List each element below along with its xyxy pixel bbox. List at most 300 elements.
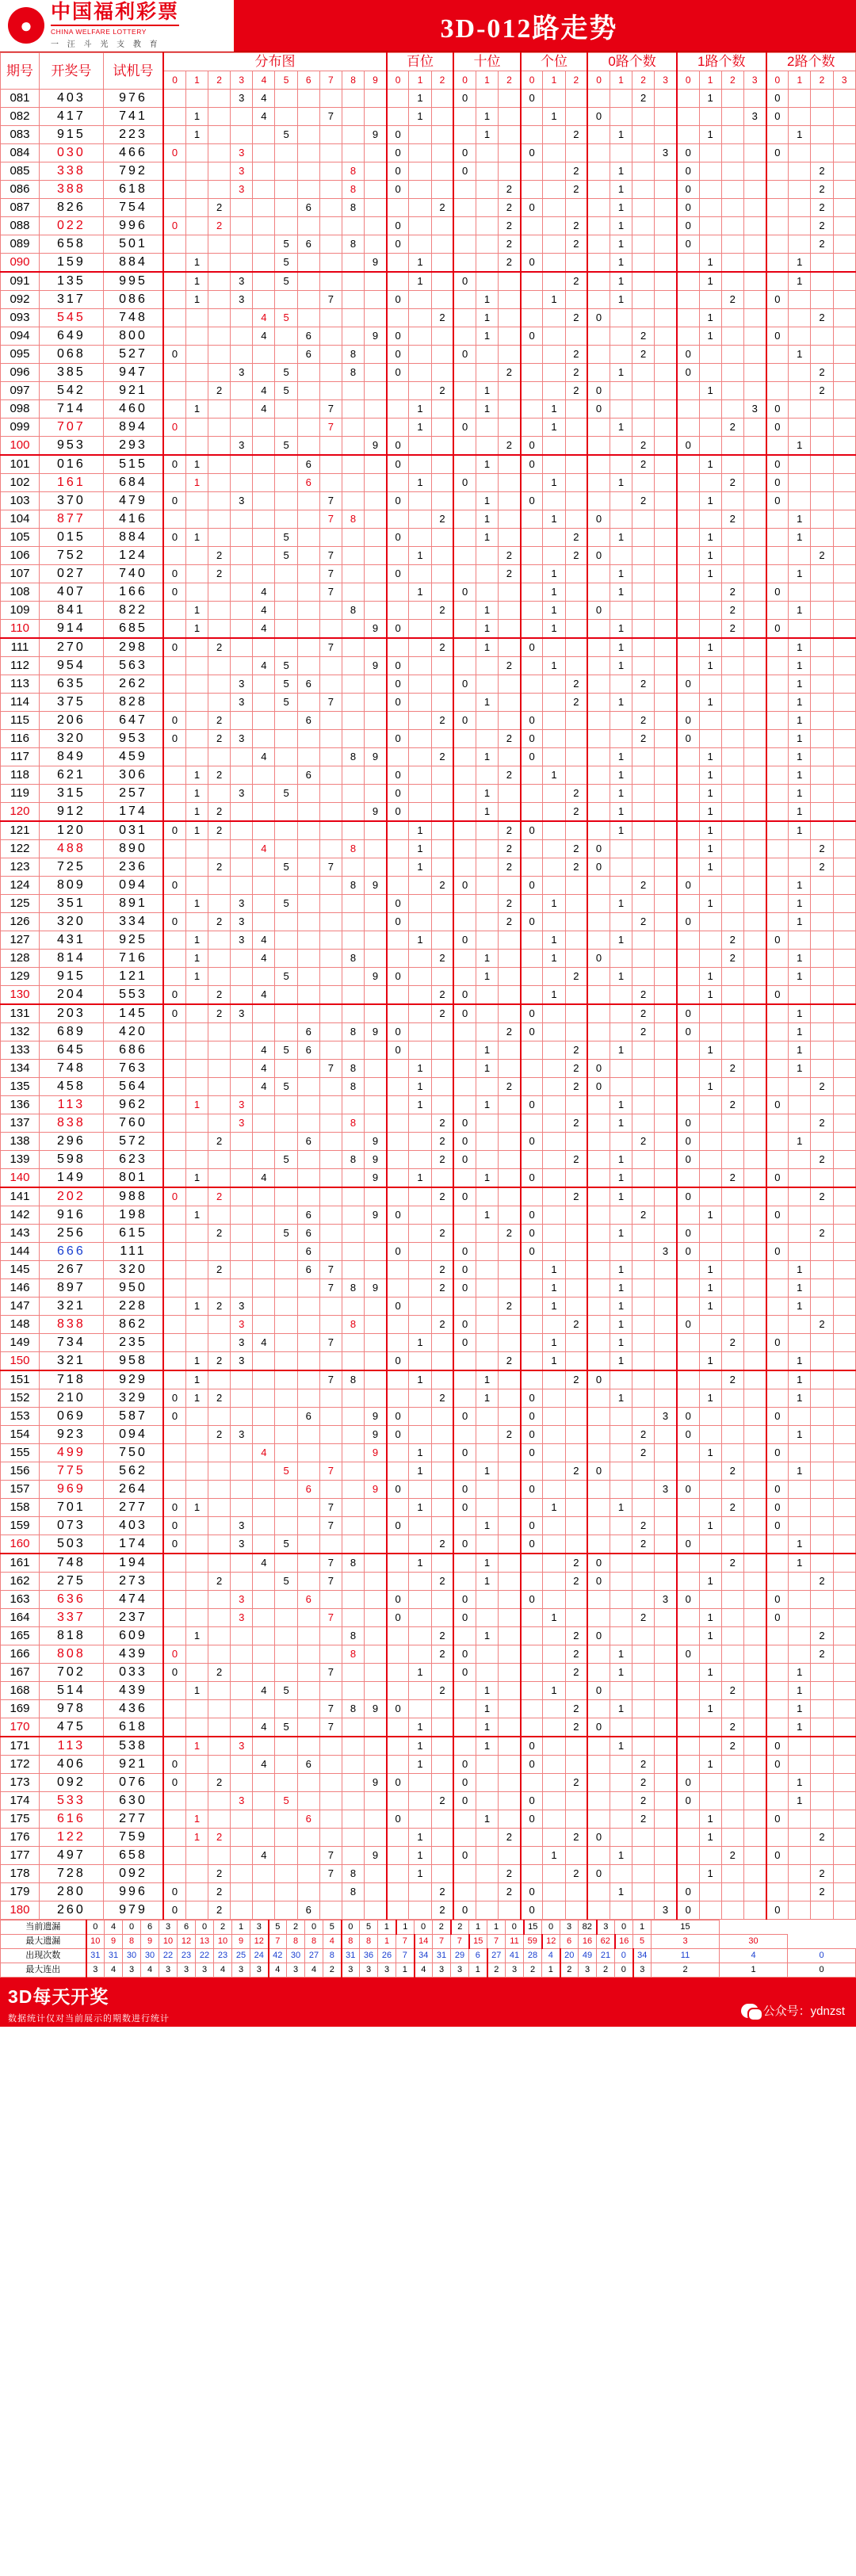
- cell-bai: [431, 730, 453, 748]
- cell-dist: [208, 1737, 231, 1756]
- cell-award-number: 203: [39, 1004, 103, 1023]
- cell-dist: [253, 1829, 275, 1847]
- cell-road0: [610, 1462, 632, 1481]
- cell-road1: [699, 1243, 721, 1261]
- cell-dist: [297, 638, 319, 657]
- stats-cell: 3: [451, 1963, 469, 1978]
- cell-dist: [342, 620, 364, 639]
- cell-test-number: 685: [103, 620, 163, 639]
- cell-road2: [789, 1517, 811, 1535]
- subheader-digit: 2: [499, 71, 521, 90]
- cell-road2: [811, 1847, 833, 1865]
- cell-dist: [231, 199, 253, 217]
- cell-dist: [231, 1756, 253, 1774]
- cell-award-number: 969: [39, 1481, 103, 1499]
- cell-ge: [565, 748, 587, 766]
- cell-shi: [476, 1151, 498, 1169]
- cell-road0: 1: [610, 931, 632, 950]
- cell-dist: [163, 1682, 185, 1700]
- cell-road2: [766, 1078, 789, 1096]
- subheader-digit: 1: [543, 71, 565, 90]
- cell-road1: 1: [699, 1298, 721, 1316]
- cell-shi: 1: [476, 400, 498, 419]
- stats-cell: 7: [451, 1935, 469, 1949]
- cell-dist: 7: [319, 108, 342, 126]
- cell-road2: 2: [811, 547, 833, 565]
- cell-ge: [543, 1096, 565, 1114]
- cell-dist: [275, 1756, 297, 1774]
- cell-road1: [721, 712, 743, 730]
- cell-road1: [699, 1591, 721, 1609]
- cell-dist: [208, 748, 231, 766]
- cell-ge: 2: [565, 547, 587, 565]
- cell-road2: [789, 1865, 811, 1883]
- cell-dist: 5: [275, 1682, 297, 1700]
- cell-ge: 1: [543, 986, 565, 1005]
- cell-dist: 3: [231, 1591, 253, 1609]
- cell-ge: [565, 254, 587, 273]
- cell-bai: [409, 1389, 431, 1408]
- footer-note: 数据统计仅对当前展示的期数进行统计: [8, 2014, 170, 2024]
- table-row: [1, 694, 856, 712]
- cell-road0: [632, 565, 655, 583]
- cell-road1: [743, 1792, 766, 1810]
- stats-row-label: 最大连出: [1, 1963, 86, 1978]
- cell-award-number: 616: [39, 1810, 103, 1829]
- stats-cell: 5: [269, 1921, 287, 1935]
- cell-dist: [185, 181, 208, 199]
- cell-road2: [833, 1316, 855, 1334]
- cell-road1: 0: [677, 217, 699, 235]
- stats-cell: 26: [378, 1949, 396, 1963]
- cell-road0: [632, 1682, 655, 1700]
- cell-road1: [743, 1151, 766, 1169]
- cell-dist: 5: [275, 1535, 297, 1554]
- cell-dist: 6: [297, 766, 319, 785]
- cell-ge: 2: [565, 840, 587, 858]
- cell-road2: 2: [811, 1151, 833, 1169]
- table-body: [1, 90, 856, 1920]
- cell-dist: [208, 1060, 231, 1078]
- cell-dist: 7: [319, 1847, 342, 1865]
- cell-dist: [163, 1481, 185, 1499]
- cell-road1: [743, 419, 766, 437]
- cell-road0: [655, 1316, 677, 1334]
- cell-dist: 6: [297, 1023, 319, 1041]
- cell-dist: [297, 90, 319, 108]
- cell-dist: 4: [253, 583, 275, 602]
- cell-dist: [185, 1554, 208, 1573]
- cell-road1: [721, 126, 743, 144]
- cell-bai: 1: [409, 931, 431, 950]
- cell-dist: [231, 1462, 253, 1481]
- table-row: [1, 254, 856, 273]
- cell-dist: 9: [365, 877, 387, 895]
- cell-dist: [253, 1609, 275, 1627]
- cell-dist: [275, 1334, 297, 1352]
- cell-road2: [789, 1847, 811, 1865]
- cell-road0: [610, 90, 632, 108]
- cell-ge: 2: [565, 1573, 587, 1591]
- cell-ge: [521, 547, 543, 565]
- cell-bai: 0: [387, 1774, 409, 1792]
- cell-road0: 1: [610, 1700, 632, 1718]
- cell-dist: [275, 108, 297, 126]
- cell-road0: [632, 1261, 655, 1279]
- cell-road2: [811, 950, 833, 968]
- cell-ge: [565, 1023, 587, 1041]
- cell-bai: [431, 108, 453, 126]
- cell-dist: 8: [342, 510, 364, 529]
- cell-bai: [409, 602, 431, 620]
- cell-dist: [163, 1316, 185, 1334]
- cell-bai: [431, 400, 453, 419]
- cell-dist: 7: [319, 1261, 342, 1279]
- cell-dist: [185, 1609, 208, 1627]
- cell-bai: 0: [387, 620, 409, 639]
- cell-dist: [342, 1535, 364, 1554]
- cell-dist: [231, 748, 253, 766]
- cell-road0: [632, 1389, 655, 1408]
- cell-award-number: 702: [39, 1664, 103, 1682]
- cell-bai: [387, 877, 409, 895]
- cell-test-number: 235: [103, 1334, 163, 1352]
- subheader-digit: 2: [632, 71, 655, 90]
- cell-dist: 3: [231, 1334, 253, 1352]
- cell-road1: [699, 620, 721, 639]
- cell-shi: [476, 766, 498, 785]
- cell-road2: [789, 235, 811, 254]
- cell-award-number: 775: [39, 1462, 103, 1481]
- cell-road1: [677, 968, 699, 986]
- cell-road1: [699, 1901, 721, 1920]
- cell-dist: [163, 931, 185, 950]
- cell-road0: [655, 602, 677, 620]
- cell-road1: [743, 1462, 766, 1481]
- cell-dist: [319, 162, 342, 181]
- cell-dist: [231, 1243, 253, 1261]
- cell-bai: [387, 1444, 409, 1462]
- cell-road1: [743, 346, 766, 364]
- cell-bai: 1: [409, 1865, 431, 1883]
- cell-shi: [476, 1426, 498, 1444]
- cell-test-number: 094: [103, 877, 163, 895]
- cell-road0: 1: [610, 272, 632, 291]
- cell-dist: [208, 840, 231, 858]
- cell-road2: 1: [789, 638, 811, 657]
- cell-dist: [365, 1370, 387, 1389]
- cell-road2: [811, 126, 833, 144]
- cell-dist: [163, 968, 185, 986]
- cell-dist: [319, 1023, 342, 1041]
- cell-bai: 1: [409, 1756, 431, 1774]
- cell-road0: [655, 1554, 677, 1573]
- cell-issue: 157: [1, 1481, 40, 1499]
- cell-road2: [833, 1883, 855, 1901]
- col-bai: 百位: [387, 53, 453, 71]
- cell-road0: [655, 986, 677, 1005]
- cell-dist: [275, 1444, 297, 1462]
- cell-dist: [342, 1847, 364, 1865]
- cell-bai: [431, 840, 453, 858]
- cell-road0: 3: [655, 1591, 677, 1609]
- stats-row: [1, 1949, 856, 1963]
- cell-road1: 2: [721, 1060, 743, 1078]
- cell-bai: 2: [431, 1133, 453, 1151]
- cell-road1: [699, 1370, 721, 1389]
- cell-dist: [342, 785, 364, 803]
- cell-shi: 2: [499, 1865, 521, 1883]
- cell-road2: [789, 291, 811, 309]
- cell-dist: [319, 1114, 342, 1133]
- cell-dist: [185, 235, 208, 254]
- cell-road1: [699, 199, 721, 217]
- cell-dist: [342, 565, 364, 583]
- cell-dist: [365, 272, 387, 291]
- cell-bai: 2: [431, 1792, 453, 1810]
- cell-dist: [253, 1774, 275, 1792]
- cell-dist: 4: [253, 400, 275, 419]
- cell-road0: [655, 1225, 677, 1243]
- cell-bai: [431, 254, 453, 273]
- stats-cell: 3: [250, 1963, 269, 1978]
- cell-bai: [431, 364, 453, 382]
- cell-dist: [365, 1718, 387, 1737]
- cell-dist: 7: [319, 1334, 342, 1352]
- cell-bai: [387, 474, 409, 492]
- cell-shi: [476, 1352, 498, 1371]
- cell-dist: [297, 858, 319, 877]
- table-row: [1, 90, 856, 108]
- cell-ge: [543, 1114, 565, 1133]
- stats-cell: 31: [105, 1949, 123, 1963]
- cell-road1: 1: [699, 90, 721, 108]
- cell-dist: [275, 1004, 297, 1023]
- cell-bai: 0: [387, 1243, 409, 1261]
- cell-bai: [431, 620, 453, 639]
- cell-road1: [699, 1169, 721, 1188]
- cell-road0: [632, 1847, 655, 1865]
- cell-road1: [743, 1169, 766, 1188]
- cell-road1: [677, 529, 699, 547]
- cell-road2: [833, 583, 855, 602]
- cell-road2: [833, 492, 855, 510]
- cell-award-number: 317: [39, 291, 103, 309]
- stats-table: [0, 1920, 856, 1978]
- cell-dist: [185, 162, 208, 181]
- cell-dist: 0: [163, 730, 185, 748]
- cell-dist: [163, 272, 185, 291]
- cell-ge: [565, 1901, 587, 1920]
- cell-dist: 2: [208, 547, 231, 565]
- table-row: [1, 1609, 856, 1627]
- cell-dist: [163, 235, 185, 254]
- cell-test-number: 947: [103, 364, 163, 382]
- cell-dist: [185, 1462, 208, 1481]
- stats-cell: 1: [378, 1921, 396, 1935]
- cell-road0: [655, 565, 677, 583]
- cell-road1: [743, 821, 766, 840]
- cell-dist: [297, 1609, 319, 1627]
- cell-road0: [655, 162, 677, 181]
- cell-shi: 2: [499, 565, 521, 583]
- stats-cell: 8: [287, 1935, 305, 1949]
- cell-award-number: 701: [39, 1499, 103, 1517]
- cell-road2: [833, 1645, 855, 1664]
- cell-road1: 0: [677, 235, 699, 254]
- cell-road2: 1: [789, 529, 811, 547]
- cell-issue: 100: [1, 437, 40, 456]
- cell-shi: [476, 199, 498, 217]
- stats-row-label: 出现次数: [1, 1949, 86, 1963]
- cell-bai: 2: [431, 382, 453, 400]
- cell-dist: [275, 1279, 297, 1298]
- stats-cell: 2: [597, 1963, 615, 1978]
- cell-shi: 0: [453, 1187, 476, 1206]
- cell-dist: 5: [275, 1792, 297, 1810]
- cell-dist: 5: [275, 694, 297, 712]
- cell-test-number: 564: [103, 1078, 163, 1096]
- cell-dist: [342, 547, 364, 565]
- cell-dist: 4: [253, 1060, 275, 1078]
- stats-cell: 7: [433, 1935, 451, 1949]
- cell-dist: [253, 638, 275, 657]
- cell-shi: [476, 1243, 498, 1261]
- cell-bai: 0: [387, 657, 409, 675]
- cell-road2: 2: [811, 1645, 833, 1664]
- table-row: [1, 858, 856, 877]
- cell-issue: 115: [1, 712, 40, 730]
- table-row: [1, 1535, 856, 1554]
- cell-shi: [499, 1554, 521, 1573]
- cell-shi: 2: [499, 858, 521, 877]
- cell-road0: [587, 748, 610, 766]
- cell-dist: [319, 309, 342, 327]
- cell-road2: [833, 1462, 855, 1481]
- cell-road2: [789, 1810, 811, 1829]
- cell-dist: [208, 162, 231, 181]
- cell-shi: [453, 254, 476, 273]
- cell-road0: [587, 1261, 610, 1279]
- cell-dist: [231, 1645, 253, 1664]
- cell-test-number: 223: [103, 126, 163, 144]
- cell-road0: [655, 1426, 677, 1444]
- cell-road0: [610, 547, 632, 565]
- cell-bai: 2: [431, 510, 453, 529]
- cell-road1: [721, 803, 743, 822]
- cell-dist: [297, 583, 319, 602]
- cell-road1: [677, 840, 699, 858]
- cell-ge: [565, 1261, 587, 1279]
- cell-dist: [185, 199, 208, 217]
- cell-road1: [699, 931, 721, 950]
- cell-ge: [565, 291, 587, 309]
- cell-dist: [185, 565, 208, 583]
- cell-road0: [587, 730, 610, 748]
- cell-bai: 0: [387, 1481, 409, 1499]
- cell-dist: [342, 1481, 364, 1499]
- stats-cell: 15: [524, 1921, 542, 1935]
- cell-road2: [833, 162, 855, 181]
- cell-road1: [699, 913, 721, 931]
- cell-road0: 2: [632, 1810, 655, 1829]
- cell-road2: 2: [811, 1829, 833, 1847]
- cell-road1: [721, 766, 743, 785]
- cell-shi: [453, 217, 476, 235]
- cell-dist: 4: [253, 1334, 275, 1352]
- cell-road0: [632, 547, 655, 565]
- cell-dist: 0: [163, 1499, 185, 1517]
- table-row: [1, 1901, 856, 1920]
- cell-road1: 1: [699, 455, 721, 474]
- cell-dist: 6: [297, 235, 319, 254]
- cell-road1: [677, 1517, 699, 1535]
- cell-dist: 5: [275, 1151, 297, 1169]
- cell-road0: [655, 931, 677, 950]
- cell-road0: [632, 1187, 655, 1206]
- cell-road2: [833, 1774, 855, 1792]
- cell-dist: [185, 1023, 208, 1041]
- cell-road1: [721, 785, 743, 803]
- cell-road2: [833, 1517, 855, 1535]
- cell-shi: [499, 1737, 521, 1756]
- cell-road2: [789, 108, 811, 126]
- cell-road0: [655, 254, 677, 273]
- cell-road2: [766, 1041, 789, 1060]
- table-row: [1, 126, 856, 144]
- cell-road2: [789, 1444, 811, 1462]
- cell-ge: [521, 419, 543, 437]
- stats-cell: 3: [123, 1963, 141, 1978]
- cell-dist: [342, 1737, 364, 1756]
- cell-dist: [208, 1481, 231, 1499]
- cell-ge: 2: [565, 858, 587, 877]
- cell-ge: [521, 1316, 543, 1334]
- cell-bai: [431, 419, 453, 437]
- cell-road0: 2: [632, 1206, 655, 1225]
- cell-award-number: 370: [39, 492, 103, 510]
- cell-bai: 0: [387, 766, 409, 785]
- cell-dist: [253, 1517, 275, 1535]
- cell-road1: [743, 510, 766, 529]
- cell-award-number: 734: [39, 1334, 103, 1352]
- cell-dist: [342, 327, 364, 346]
- cell-road2: 2: [811, 309, 833, 327]
- cell-road1: [743, 1682, 766, 1700]
- cell-test-number: 572: [103, 1133, 163, 1151]
- cell-dist: [253, 968, 275, 986]
- cell-issue: 165: [1, 1627, 40, 1645]
- cell-dist: [342, 675, 364, 694]
- table-row: [1, 327, 856, 346]
- cell-award-number: 621: [39, 766, 103, 785]
- cell-road2: [766, 730, 789, 748]
- cell-ge: 0: [521, 1883, 543, 1901]
- cell-shi: [453, 1462, 476, 1481]
- cell-road0: [587, 364, 610, 382]
- cell-bai: 1: [409, 1444, 431, 1462]
- cell-shi: [453, 694, 476, 712]
- cell-road1: [677, 986, 699, 1005]
- cell-dist: [365, 364, 387, 382]
- cell-road0: 3: [655, 1243, 677, 1261]
- cell-road2: [811, 675, 833, 694]
- cell-ge: 2: [565, 1645, 587, 1664]
- cell-dist: [365, 1829, 387, 1847]
- cell-test-number: 092: [103, 1865, 163, 1883]
- cell-road1: [677, 858, 699, 877]
- cell-dist: [163, 364, 185, 382]
